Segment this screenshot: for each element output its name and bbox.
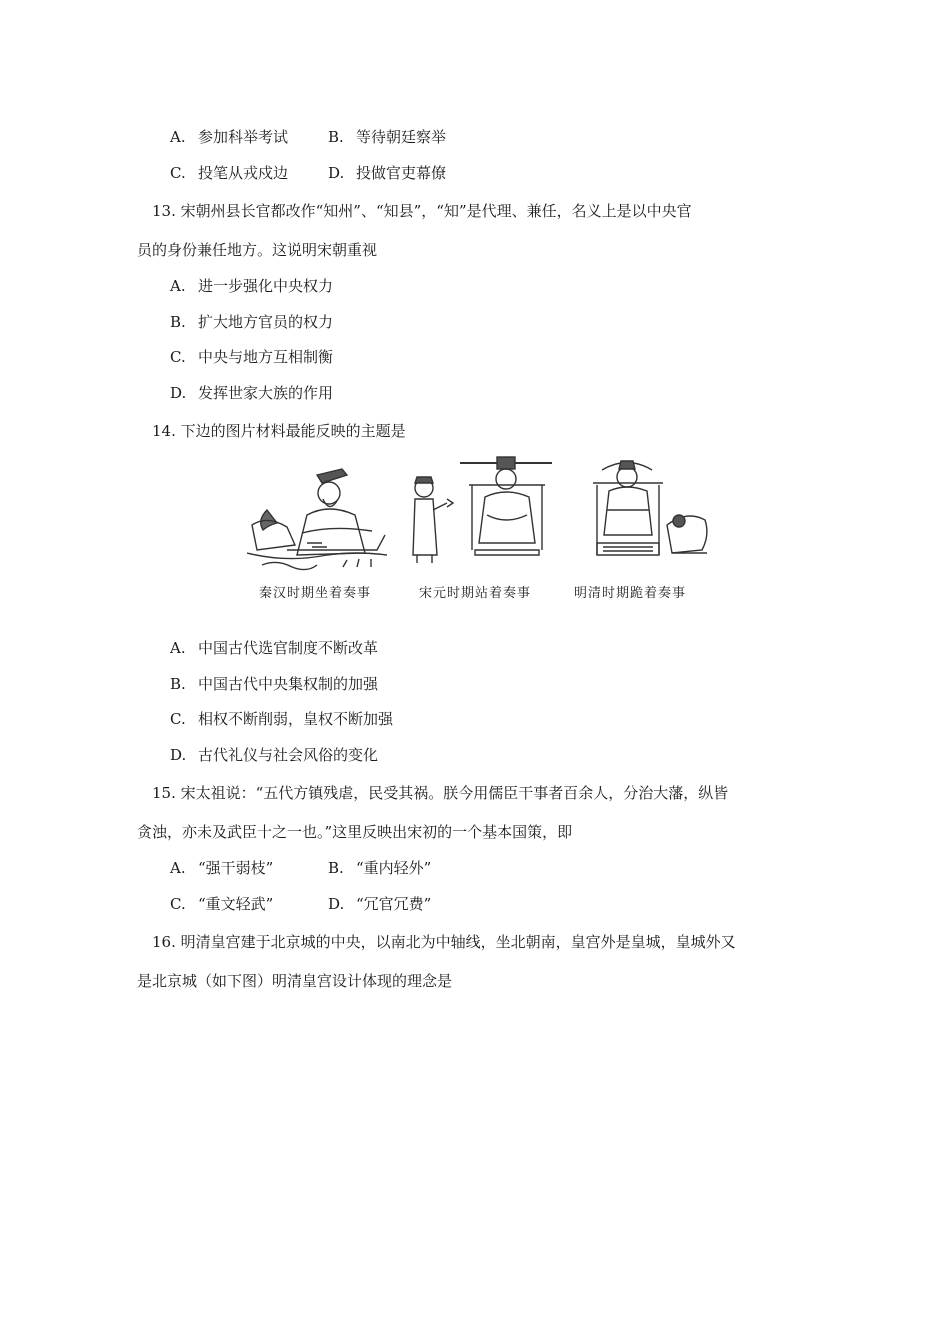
court-audience-illustration: [247, 455, 710, 580]
q16-stem-line2: 是北京城（如下图）明清皇宫设计体现的理念是: [137, 972, 453, 990]
scene-standing-figure: [413, 457, 552, 563]
q15-option-b: B. “重内轻外”: [328, 859, 432, 877]
q12-option-b: B. 等待朝廷察举: [328, 128, 447, 146]
q15-stem-line2: 贪浊，亦未及武臣十之一也。”这里反映出宋初的一个基本国策，即: [137, 823, 573, 841]
q15-option-d: D. “冗官冗费”: [328, 895, 432, 913]
q16-stem-line1: 16. 明清皇宫建于北京城的中央，以南北为中轴线，坐北朝南，皇宫外是皇城，皇城外又: [152, 933, 736, 951]
q13-option-b: B. 扩大地方官员的权力: [170, 313, 334, 331]
scene-kneeling-figure: [593, 461, 707, 555]
q13-stem-line2: 员的身份兼任地方。这说明宋朝重视: [137, 241, 378, 259]
q15-option-a: A. “强干弱枝”: [170, 859, 274, 877]
q12-option-d: D. 投做官吏幕僚: [328, 164, 447, 182]
scene-seated-figure: [247, 469, 387, 570]
q14-stem: 14. 下边的图片材料最能反映的主题是: [152, 422, 406, 440]
q13-option-d: D. 发挥世家大族的作用: [170, 384, 334, 402]
q14-option-c: C. 相权不断削弱，皇权不断加强: [170, 710, 394, 728]
q14-option-b: B. 中国古代中央集权制的加强: [170, 675, 379, 693]
q14-option-a: A. 中国古代选官制度不断改革: [170, 639, 379, 657]
caption-ming-qing: 明清时期跪着奏事: [574, 586, 687, 601]
q13-option-a: A. 进一步强化中央权力: [170, 277, 334, 295]
q12-option-a: A. 参加科举考试: [170, 128, 289, 146]
q15-option-c: C. “重文轻武”: [170, 895, 274, 913]
caption-qin-han: 秦汉时期坐着奏事: [259, 586, 372, 601]
q15-stem-line1: 15. 宋太祖说：“五代方镇残虐，民受其祸。朕今用儒臣干事者百余人，分治大藩，纵皆: [152, 784, 729, 802]
caption-song-yuan: 宋元时期站着奏事: [419, 586, 532, 601]
q14-illustration: [247, 455, 710, 605]
q13-option-c: C. 中央与地方互相制衡: [170, 348, 334, 366]
q14-option-d: D. 古代礼仪与社会风俗的变化: [170, 746, 379, 764]
q12-option-c: C. 投笔从戎戍边: [170, 164, 289, 182]
q13-stem-line1: 13. 宋朝州县长官都改作“知州”、“知县”，“知”是代理、兼任，名义上是以中央官: [152, 202, 692, 220]
